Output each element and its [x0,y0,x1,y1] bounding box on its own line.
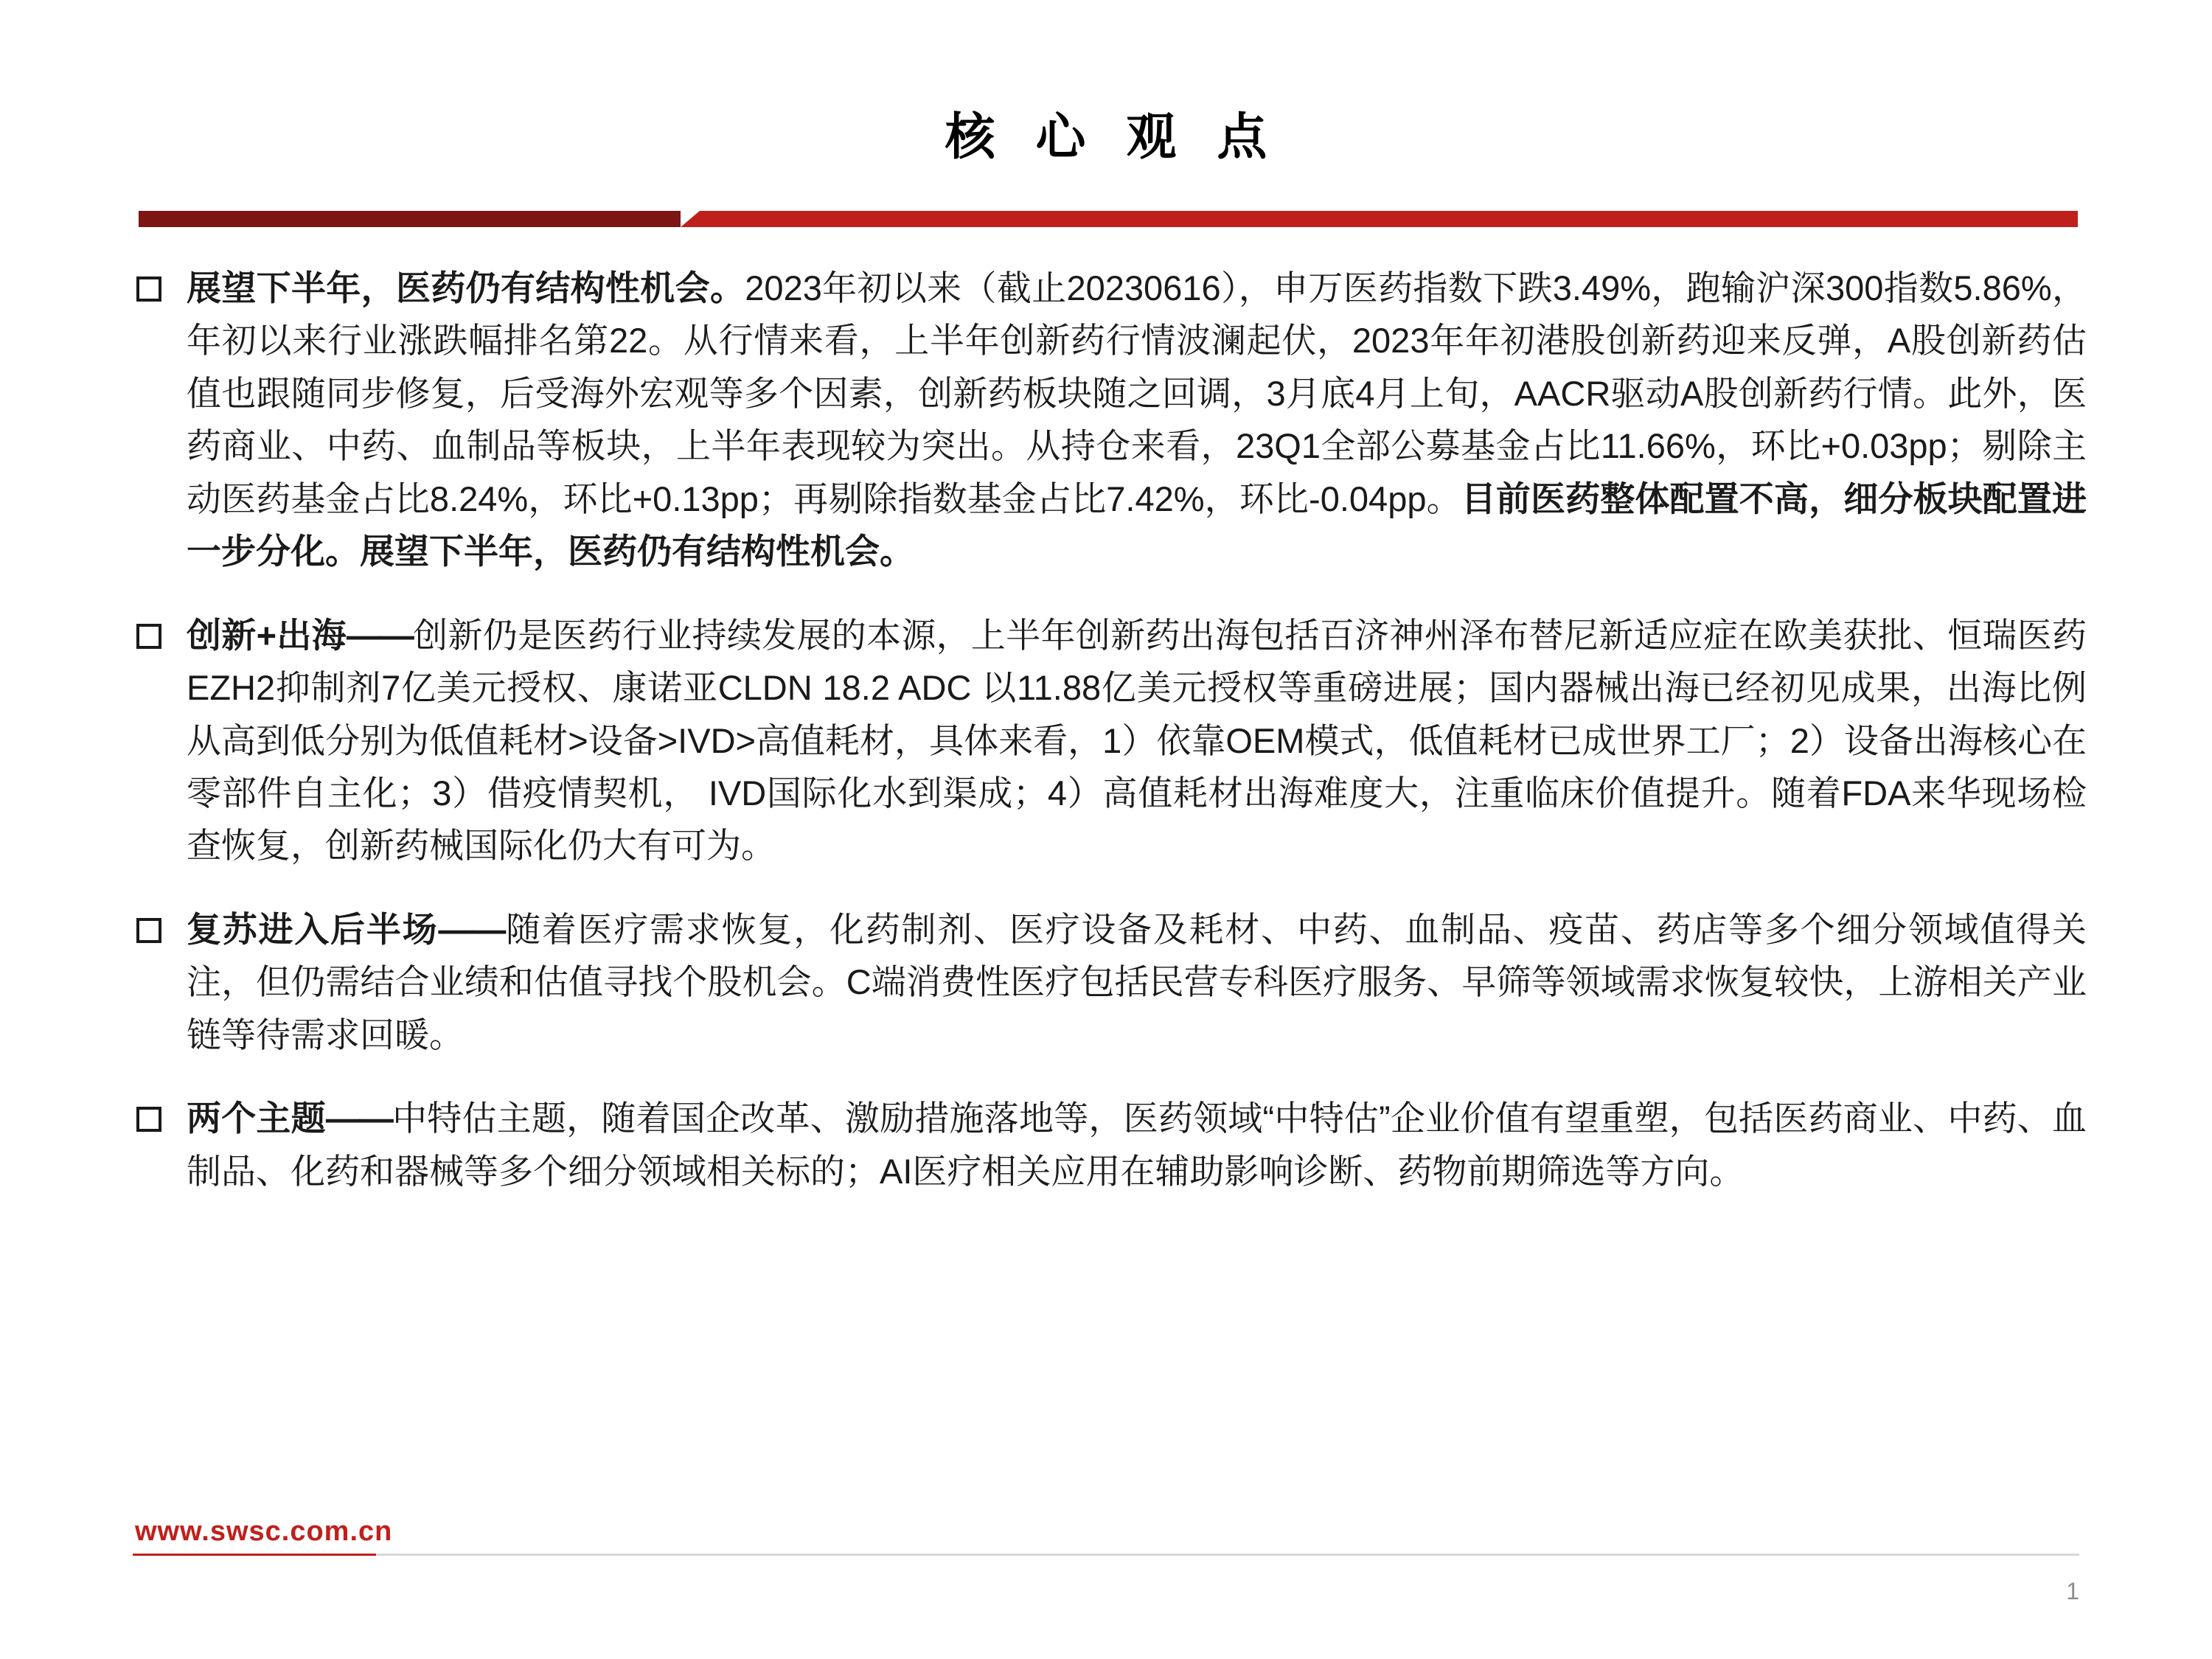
paragraph-dash-two-themes: —— [325,1099,392,1138]
title-divider-dark-segment [139,211,681,227]
bullet-paragraph-innovation-overseas [136,609,2087,872]
paragraph-lead-outlook: 展望下半年，医药仍有结构性机会。 [187,268,745,307]
square-bullet-icon [136,918,161,943]
bullet-paragraph-recovery [136,903,2087,1061]
bullet-paragraph-outlook [136,262,2087,578]
page-number: 1 [2066,1578,2079,1604]
paragraph-body-recovery: 随着医疗需求恢复，化药制剂、医疗设备及耗材、中药、血制品、疫苗、药店等多个细分领域值得关注，但仍需结合业绩和估值寻找个股机会。C端消费性医疗包括民营专科医疗服务、早筛等领域需求恢复较快，上游相关产业链等待需求回暖。 [187,909,2087,1054]
content-body [136,262,2087,1228]
paragraph-tail-outlook: 目前医药整体配置不高，细分板块配置进一步分化。展望下半年，医药仍有结构性机会。 [187,479,2087,571]
title-divider-red-segment [681,211,2078,227]
square-bullet-icon [136,624,161,649]
paragraph-dash-recovery: —— [438,909,505,949]
footer-divider [133,1554,2079,1556]
paragraph-text-outlook [187,262,2087,578]
paragraph-body-innovation-overseas: 创新仍是医药行业持续发展的本源，上半年创新药出海包括百济神州泽布替尼新适应症在欧美获批、恒瑞医药EZH2抑制剂7亿美元授权、康诺亚CLDN 18.2 ADC 以11.88亿美元授权等重磅进展；国内器械出海已经初见成果，出海比例从高到低分别为低值耗材>设备>IVD>高值耗材，具体来看，1）依靠OEM模式，低值耗材已成世界工厂；2）设备出海核心在零部件自主化；3）借疫情契机， IVD国际化水到渠成；4）高值耗材出海难度大，注重临床价值提升。随着FDA来华现场检查恢复，创新药械国际化仍大有可为。 [187,615,2087,866]
footer-website-link[interactable]: www.swsc.com.cn [135,1516,393,1547]
paragraph-body-outlook: 2023年初以来（截止20230616），申万医药指数下跌3.49%，跑输沪深300指数5.86%，年初以来行业涨跌幅排名第22。从行情来看，上半年创新药行情波澜起伏，2023年年初港股创新药迎来反弹，A股创新药估值也跟随同步修复，后受海外宏观等多个因素，创新药板块随之回调，3月底4月上旬，AACR驱动A股创新药行情。此外，医药商业、中药、血制品等板块，上半年表现较为突出。从持仓来看，23Q1全部公募基金占比11.66%，环比+0.03pp；剔除主动医药基金占比8.24%，环比+0.13pp；再剔除指数基金占比7.42%，环比-0.04pp。 [187,268,2087,518]
paragraph-body-two-themes: 中特估主题，随着国企改革、激励措施落地等，医药领域“中特估”企业价值有望重塑，包括医药商业、中药、血制品、化药和器械等多个细分领域相关标的；AI医疗相关应用在辅助影响诊断、药物前期筛选等方向。 [187,1099,2087,1191]
paragraph-text-two-themes [187,1092,2087,1197]
page-title: 核 心 观 点 [945,109,1281,165]
paragraph-text-recovery [187,903,2087,1061]
bullet-paragraph-two-themes [136,1092,2087,1197]
square-bullet-icon [136,276,161,302]
square-bullet-icon [136,1107,161,1132]
paragraph-lead-two-themes: 两个主题 [187,1099,326,1138]
paragraph-lead-innovation-overseas: 创新+出海 [187,615,347,655]
paragraph-text-innovation-overseas [187,609,2087,872]
paragraph-lead-recovery: 复苏进入后半场 [187,909,439,949]
title-divider [139,211,2078,227]
paragraph-dash-innovation-overseas: —— [346,615,413,655]
